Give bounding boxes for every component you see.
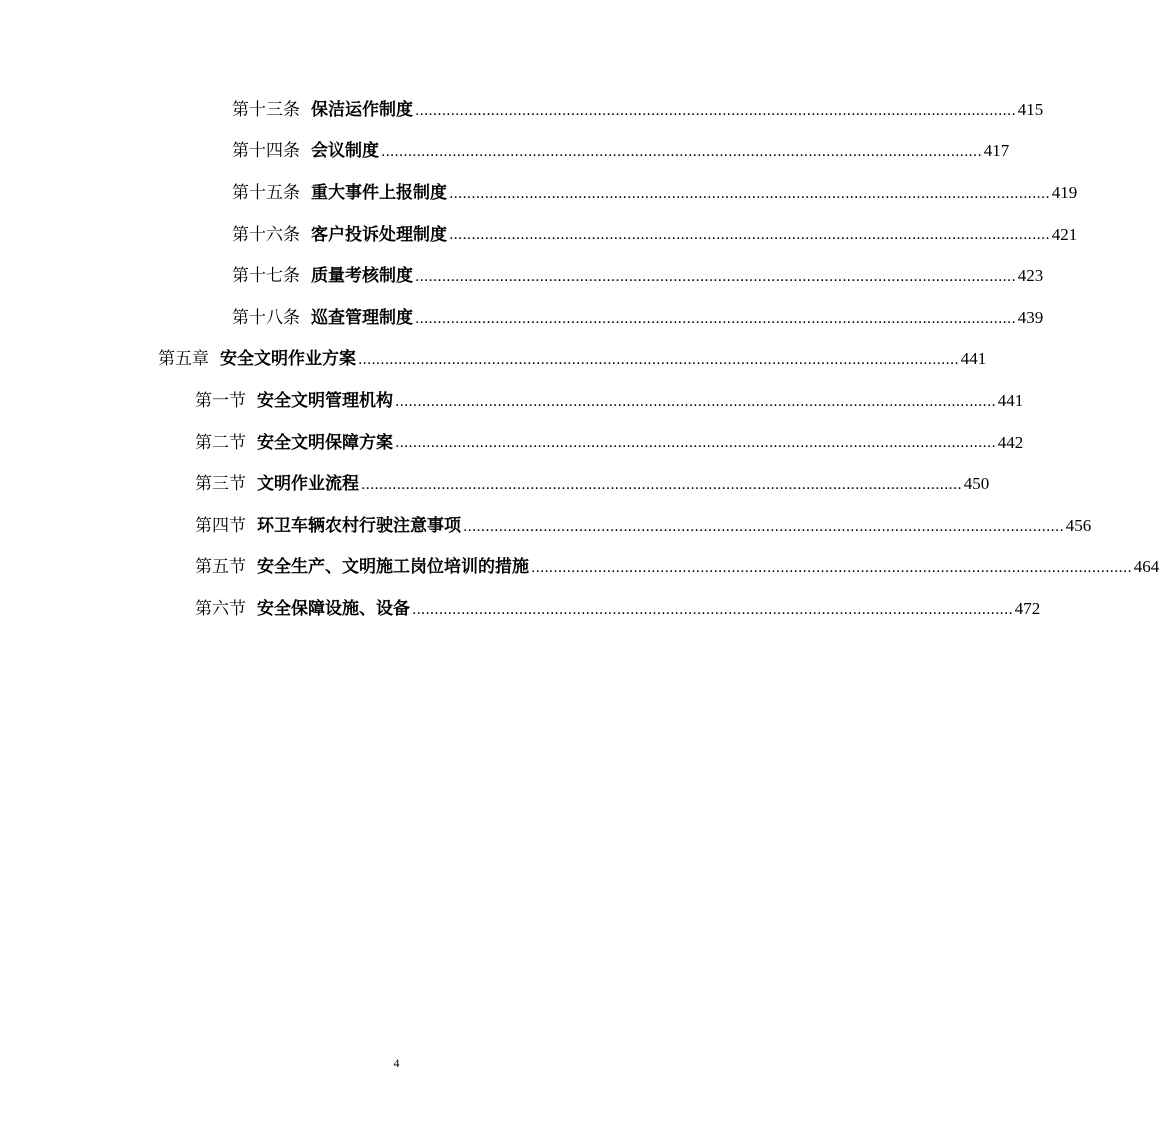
dot-leader: ....................................................................................................................................... bbox=[449, 227, 1050, 244]
toc-entry[interactable] bbox=[0, 297, 1044, 339]
dot-leader: ....................................................................................................................................... bbox=[415, 102, 1016, 119]
toc-entry-title: 安全保障设施、设备 bbox=[257, 598, 410, 619]
toc-entry-page: 442 bbox=[997, 432, 1024, 452]
toc-entry-number: 第十七条 bbox=[232, 266, 300, 287]
toc-entry-number: 第一节 bbox=[195, 390, 246, 411]
toc-entry-page: 439 bbox=[1017, 307, 1044, 327]
toc-entry-page: 472 bbox=[1014, 598, 1041, 618]
dot-leader: ....................................................................................................................................... bbox=[358, 352, 959, 369]
toc-entry-number: 第三节 bbox=[195, 474, 246, 495]
toc-entry[interactable] bbox=[0, 339, 987, 381]
toc-entry[interactable] bbox=[0, 214, 1078, 256]
toc-entry[interactable] bbox=[0, 255, 1044, 297]
dot-leader: ....................................................................................................................................... bbox=[395, 435, 996, 452]
toc-entry-title: 安全文明作业方案 bbox=[220, 349, 356, 370]
toc-entry-page: 419 bbox=[1051, 182, 1078, 202]
toc-entry-title: 安全文明保障方案 bbox=[257, 432, 393, 453]
toc-entry-number: 第十八条 bbox=[232, 307, 300, 328]
toc-entry-number: 第十三条 bbox=[232, 99, 300, 120]
dot-leader: ....................................................................................................................................... bbox=[395, 393, 996, 410]
page-number: 4 bbox=[393, 1056, 400, 1070]
toc-entry-page: 456 bbox=[1065, 515, 1092, 535]
toc-entry-number: 第五节 bbox=[195, 557, 246, 578]
toc-entry-page: 415 bbox=[1017, 99, 1044, 119]
toc-entry-title: 巡查管理制度 bbox=[311, 307, 413, 328]
table-of-contents bbox=[0, 89, 1159, 630]
dot-leader: ....................................................................................................................................... bbox=[463, 518, 1064, 535]
toc-entry-number: 第十六条 bbox=[232, 224, 300, 245]
toc-entry[interactable] bbox=[0, 172, 1078, 214]
toc-entry[interactable] bbox=[0, 380, 1024, 422]
toc-entry-number: 第六节 bbox=[195, 598, 246, 619]
toc-entry-title: 重大事件上报制度 bbox=[311, 182, 447, 203]
toc-entry-page: 441 bbox=[960, 349, 987, 369]
toc-entry-number: 第二节 bbox=[195, 432, 246, 453]
toc-entry[interactable] bbox=[0, 131, 1010, 173]
dot-leader: ....................................................................................................................................... bbox=[415, 268, 1016, 285]
toc-entry[interactable] bbox=[0, 89, 1044, 131]
toc-entry-number: 第五章 bbox=[158, 349, 209, 370]
toc-entry-title: 会议制度 bbox=[311, 141, 379, 162]
toc-entry[interactable] bbox=[0, 422, 1024, 464]
toc-entry-page: 423 bbox=[1017, 266, 1044, 286]
toc-entry[interactable] bbox=[0, 547, 1159, 589]
toc-entry-title: 环卫车辆农村行驶注意事项 bbox=[257, 515, 461, 536]
toc-entry[interactable] bbox=[0, 505, 1092, 547]
dot-leader: ....................................................................................................................................... bbox=[449, 185, 1050, 202]
toc-entry-number: 第四节 bbox=[195, 515, 246, 536]
toc-entry-page: 417 bbox=[983, 141, 1010, 161]
toc-entry-page: 441 bbox=[997, 390, 1024, 410]
toc-entry-page: 464 bbox=[1133, 557, 1159, 577]
toc-entry-title: 客户投诉处理制度 bbox=[311, 224, 447, 245]
toc-entry-title: 文明作业流程 bbox=[257, 474, 359, 495]
dot-leader: ....................................................................................................................................... bbox=[531, 560, 1132, 577]
dot-leader: ....................................................................................................................................... bbox=[412, 601, 1013, 618]
toc-entry-number: 第十四条 bbox=[232, 141, 300, 162]
dot-leader: ....................................................................................................................................... bbox=[415, 310, 1016, 327]
toc-entry[interactable] bbox=[0, 463, 990, 505]
toc-entry-title: 安全生产、文明施工岗位培训的措施 bbox=[257, 557, 529, 578]
toc-entry-page: 450 bbox=[963, 474, 990, 494]
dot-leader: ....................................................................................................................................... bbox=[381, 144, 982, 161]
toc-entry[interactable] bbox=[0, 588, 1041, 630]
toc-entry-number: 第十五条 bbox=[232, 182, 300, 203]
toc-entry-title: 安全文明管理机构 bbox=[257, 390, 393, 411]
toc-entry-title: 质量考核制度 bbox=[311, 266, 413, 287]
toc-entry-page: 421 bbox=[1051, 224, 1078, 244]
toc-entry-title: 保洁运作制度 bbox=[311, 99, 413, 120]
dot-leader: ....................................................................................................................................... bbox=[361, 476, 962, 493]
